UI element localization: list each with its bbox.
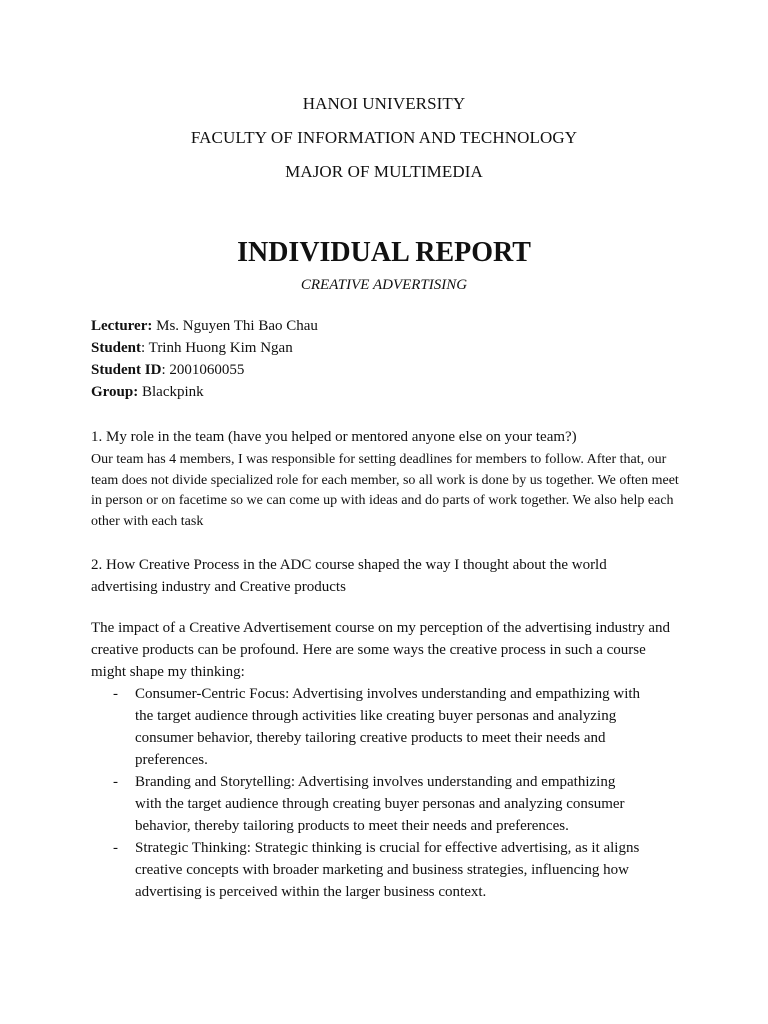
report-subtitle: CREATIVE ADVERTISING	[300, 277, 468, 293]
group-label: Group:	[91, 384, 139, 400]
question2-heading: 2. How Creative Process in the ADC course shaped the way I thought about the world advertising industry and Creative products	[91, 557, 607, 595]
student-value: : Trinh Huong Kim Ngan	[141, 340, 293, 356]
question2-intro: The impact of a Creative Advertisement course on my perception of the advertising industry and creative products can be profound. Here are some ways the creative process in such a course might shape my thinking:	[91, 620, 670, 680]
question1-body: Our team has 4 members, I was responsible for setting deadlines for members to follow. After that, our team does not divide specialized role for each member, so all work is done by us together. We often meet in person or on facetime so we can come up with ideas and do parts of work together. We also help each other with each task	[91, 452, 679, 529]
university-name: HANOI UNIVERSITY	[302, 94, 466, 113]
report-title: INDIVIDUAL REPORT	[237, 237, 531, 268]
bullet-text: Branding and Storytelling: Advertising involves understanding and empathizing with the target audience through creating buyer personas and analyzing consumer behavior, thereby tailoring products to meet their needs and preferences.	[135, 774, 625, 834]
bullet-text: Consumer-Centric Focus: Advertising involves understanding and empathizing with the target audience through activities like creating buyer personas and analyzing consumer behavior, thereby tailoring creative products to meet their needs and preferences.	[135, 686, 641, 768]
student-label: Student	[91, 340, 142, 356]
bullet-text: Strategic Thinking: Strategic thinking is crucial for effective advertising, as it aligns creative concepts with broader marketing and business strategies, influencing how advertising is perceived within the larger business context.	[135, 840, 640, 900]
group-value: Blackpink	[138, 384, 204, 400]
lecturer-value: Ms. Nguyen Thi Bao Chau	[152, 318, 318, 334]
list-item	[91, 683, 691, 771]
list-item	[91, 771, 691, 837]
bullet-list	[91, 683, 691, 903]
bullet-marker: -	[113, 686, 118, 702]
faculty-name: FACULTY OF INFORMATION AND TECHNOLOGY	[190, 128, 578, 147]
lecturer-line	[91, 316, 318, 336]
student-line	[91, 338, 293, 358]
lecturer-label: Lecturer:	[91, 318, 153, 334]
question1-heading: 1. My role in the team (have you helped or mentored anyone else on your team?)	[91, 429, 577, 445]
bullet-marker: -	[113, 840, 118, 856]
student-id-label: Student ID	[91, 362, 162, 378]
group-line	[91, 382, 204, 402]
student-id-line	[91, 360, 244, 380]
list-item	[91, 837, 691, 903]
student-id-value: : 2001060055	[161, 362, 245, 378]
major-name: MAJOR OF MULTIMEDIA	[285, 162, 483, 181]
bullet-marker: -	[113, 774, 118, 790]
